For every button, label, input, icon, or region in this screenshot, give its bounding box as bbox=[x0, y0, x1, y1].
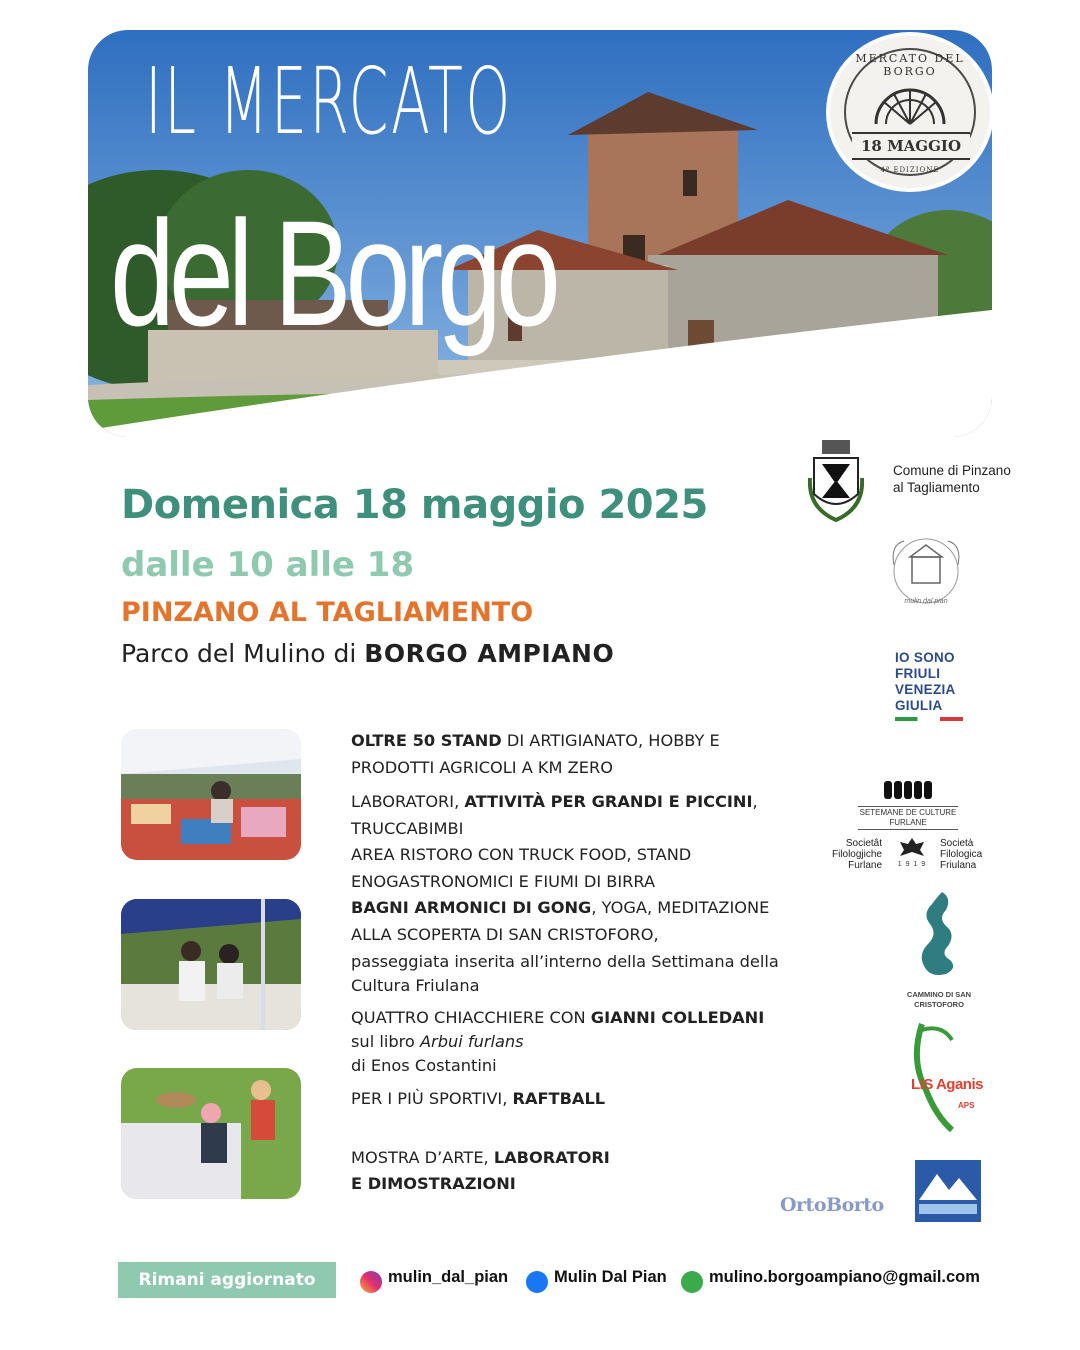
societat-text: Societât Filologjiche Furlane bbox=[831, 838, 882, 871]
art-highlight-1: LABORATORI bbox=[493, 1147, 610, 1167]
svg-text:mulin dal pian: mulin dal pian bbox=[904, 598, 948, 605]
program-item-talk bbox=[351, 1006, 791, 1078]
iosono-line3: VENEZIA bbox=[895, 682, 956, 697]
facebook-page: Mulin Dal Pian bbox=[554, 1267, 667, 1286]
program-item-gong bbox=[351, 895, 791, 922]
children-activity-photo bbox=[121, 1068, 301, 1199]
workshops-highlight: ATTIVITÀ PER GRANDI E PICCINI bbox=[464, 792, 753, 811]
sport-highlight: RAFTBALL bbox=[512, 1089, 606, 1108]
stands-highlight: OLTRE 50 STAND bbox=[351, 731, 502, 750]
hero-title-line1: IL MERCATO bbox=[145, 48, 513, 155]
ecomuseo-text: LIS Aganis bbox=[911, 1076, 983, 1093]
email-icon bbox=[681, 1271, 703, 1293]
event-place: PINZANO AL TAGLIAMENTO bbox=[121, 597, 534, 628]
setemane-logo-icon bbox=[884, 779, 934, 799]
iosono-line1: IO SONO bbox=[895, 650, 955, 665]
facebook-icon bbox=[526, 1271, 548, 1293]
iosono-fvg-logo bbox=[895, 650, 956, 714]
stamp-edition: 4ª EDIZIONE bbox=[880, 166, 940, 174]
cammino-logo-icon bbox=[912, 888, 962, 980]
gong-highlight: BAGNI ARMONICI DI GONG bbox=[351, 898, 592, 917]
program-item-raftball bbox=[351, 1086, 791, 1113]
edition-stamp bbox=[826, 32, 994, 192]
sport-prefix: PER I PIÙ SPORTIVI, bbox=[351, 1089, 513, 1108]
event-venue bbox=[121, 639, 614, 668]
hero-title-line2: del Borgo bbox=[110, 189, 555, 357]
workshop-photo bbox=[121, 899, 301, 1030]
stay-updated-badge: Rimani aggiornato bbox=[118, 1262, 336, 1298]
program-item-san-cristoforo-title: ALLA SCOPERTA DI SAN CRISTOFORO, bbox=[351, 924, 659, 944]
program-item-san-cristoforo-text: passeggiata inserita all’interno della Settimana della Cultura Friulana bbox=[351, 952, 779, 995]
event-hours: dalle 10 alle 18 bbox=[121, 545, 415, 585]
iosono-line4: GIULIA bbox=[895, 698, 943, 713]
talk-author: di Enos Costantini bbox=[351, 1056, 497, 1075]
setemane-text: SETEMANE DE CULTURE FURLANE bbox=[858, 806, 958, 830]
instagram-handle: mulin_dal_pian bbox=[388, 1267, 509, 1286]
cammino-text: CAMMINO DI SAN CRISTOFORO bbox=[906, 990, 972, 1009]
stamp-top-text: MERCATO DEL BORGO bbox=[855, 52, 965, 78]
mill-wheel-icon bbox=[872, 72, 948, 126]
ortoborto-logo: OrtoBorto bbox=[780, 1194, 884, 1216]
email-link[interactable] bbox=[681, 1266, 980, 1288]
talk-guest: GIANNI COLLEDANI bbox=[590, 1008, 765, 1027]
event-date: Domenica 18 maggio 2025 bbox=[121, 482, 708, 528]
comune-coat-of-arms-icon bbox=[808, 438, 864, 526]
eagle-icon bbox=[898, 836, 926, 862]
venue-name: BORGO AMPIANO bbox=[364, 639, 615, 668]
program-item-art bbox=[351, 1145, 791, 1198]
rafting-club-logo-icon bbox=[915, 1160, 981, 1222]
email-address: mulino.borgoampiano@gmail.com bbox=[709, 1267, 980, 1286]
italian-flag-stripe bbox=[895, 717, 963, 721]
societat-year: 1 9 1 9 bbox=[897, 861, 927, 868]
workshops-prefix: LABORATORI, bbox=[351, 792, 465, 811]
mulin-dal-pian-logo-icon bbox=[884, 535, 968, 607]
societa-text: Società Filologica Friulana bbox=[940, 838, 983, 871]
iosono-line2: FRIULI bbox=[895, 666, 941, 681]
talk-book-title: Arbui furlans bbox=[419, 1032, 524, 1051]
instagram-icon bbox=[360, 1271, 382, 1293]
gong-text: , YOGA, MEDITAZIONE bbox=[591, 898, 770, 917]
talk-mid: sul libro bbox=[351, 1032, 420, 1051]
venue-prefix: Parco del Mulino di bbox=[121, 639, 357, 668]
talk-prefix: QUATTRO CHIACCHIERE CON bbox=[351, 1008, 591, 1027]
stamp-date: 18 MAGGIO bbox=[852, 132, 970, 160]
program-list bbox=[351, 728, 791, 1198]
stands-text: DI ARTIGIANATO, HOBBY E PRODOTTI AGRICOLI A KM ZERO bbox=[351, 731, 720, 777]
program-item-food: AREA RISTORO CON TRUCK FOOD, STAND ENOGASTRONOMICI E FIUMI DI BIRRA bbox=[351, 845, 692, 891]
art-prefix: MOSTRA D’ARTE, bbox=[351, 1147, 494, 1167]
instagram-link[interactable] bbox=[360, 1266, 508, 1288]
facebook-link[interactable] bbox=[526, 1266, 667, 1288]
art-highlight-2: E DIMOSTRAZIONI bbox=[351, 1174, 516, 1193]
program-item-stands bbox=[351, 728, 791, 781]
workshops-suffix: , TRUCCABIMBI bbox=[351, 792, 758, 838]
comune-name: Comune di Pinzano al Tagliamento bbox=[893, 463, 1011, 495]
program-item-workshops bbox=[351, 789, 791, 842]
ecomuseo-aps: APS bbox=[958, 1101, 975, 1110]
market-stands-photo bbox=[121, 729, 301, 860]
